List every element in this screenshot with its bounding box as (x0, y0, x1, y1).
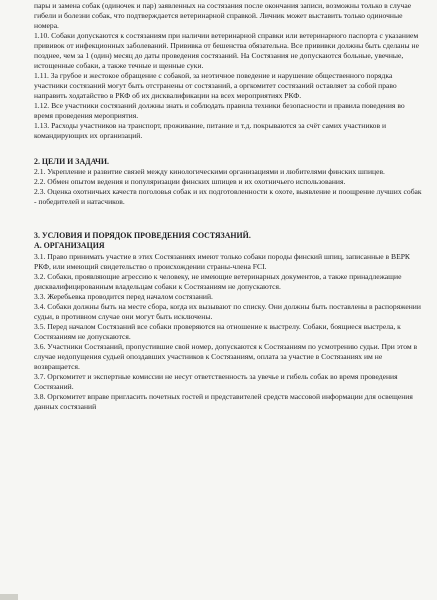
spacer (34, 223, 423, 231)
spacer (34, 141, 423, 157)
clause-3-6: 3.6. Участники Состязаний, пропустившие свой номер, допускаются к Состязаниям по усмотрению судьи. При этом в случае недопущения судьей опоздавших участников к Состязаниям, оплата за участие в Состязаниях им не возвращается. (34, 341, 418, 371)
section-3-heading: 3. УСЛОВИЯ И ПОРЯДОК ПРОВЕДЕНИЯ СОСТЯЗАНИЙ. (34, 231, 251, 241)
clause-1-13: 1.13. Расходы участников на транспорт, проживание, питание и т.д. покрываются за счёт самих участников и командирующих их организаций. (34, 121, 387, 140)
clause-2-3: 2.3. Оценка охотничьих качеств поголовья собак и их подготовленности к охоте, выявление и поощрение лучших собак - победителей и натасчиков. (34, 187, 422, 207)
clause-2-2: 2.2. Обмен опытом ведения и популяризации финских шпицев и их охотничьего использования. (34, 177, 346, 187)
clause-3-4: 3.4. Собаки должны быть на месте сбора, когда их вызывают по списку. Они должны быть поставлены в распоряжении судьи, в противном случае они могут быть исключены. (34, 301, 421, 321)
clause-1-12: 1.12. Все участники состязаний должны знать и соблюдать правила техники безопасности и правила поведения во время проведения мероприятия. (34, 101, 405, 120)
clause-3-7: 3.7. Оргкомитет и экспертные комиссии не несут ответственность за увечье и гибель собак во время проведения Состязаний. (34, 371, 398, 391)
clause-3-1: 3.1. Право принимать участие в этих Состязаниях имеют только собаки породы финский шпиц, записанные в ВЕРК РКФ, или имеющий свидетельство о происхождении страны-члена FCI. (34, 251, 411, 271)
section-2-heading: 2. ЦЕЛИ И ЗАДАЧИ. (34, 157, 109, 166)
clause-3-2: 3.2. Собаки, проявляющие агрессию к человеку, не имеющие ветеринарных документов, а также принадлежащие дисквалифицированным владельцам собаки к Состязаниям не допускаются. (34, 271, 402, 291)
scan-edge-mark (0, 594, 18, 600)
clause-1-10: 1.10. Собаки допускаются к состязаниям при наличии ветеринарной справки или ветеринарного паспорта с указанием прививок от инфекционных заболеваний. Прививка от бешенства обязательна. Все прививки должны быть сделаны не позднее, чем за 1 (один) месяц до даты проведения состязаний. На Состязания не допускаются больные, увечные, истощенные собаки, а также течные и щенные суки. (34, 31, 419, 70)
clause-2-1: 2.1. Укрепление и развитие связей между кинологическими организациями и любителями финских шпицев. (34, 167, 385, 177)
clause-3-5: 3.5. Перед началом Состязаний все собаки проверяются на отношение к выстрелу. Собаки, боящиеся выстрела, к Состязаниям не допускаются. (34, 321, 401, 341)
intro-paragraph: пары и замена собак (одиночек и пар) заявленных на состязания после окончания записи, возможны только в случае гибели и болезни собак, что подтверждается ветеринарной справкой. Личник может выставить только одиночные номера. (34, 1, 412, 30)
clause-3-3: 3.3. Жеребьевка проводится перед началом состязаний. (34, 291, 213, 301)
section-3-subheading: А. ОРГАНИЗАЦИЯ (34, 241, 105, 251)
clause-1-11: 1.11. За грубое и жестокое обращение с собакой, за неэтичное поведение и нарушение общественного порядка участники состязаний могут быть отстранены от состязаний, а оргкомитет состязаний оставляет за собой право направить ходатайство в РКФ об их дисквалификации на всех мероприятиях РКФ. (34, 71, 397, 100)
clause-3-8: 3.8. Оргкомитет вправе пригласить почетных гостей и представителей средств массовой информации для освещения данных состязаний (34, 391, 413, 411)
spacer (34, 207, 423, 223)
